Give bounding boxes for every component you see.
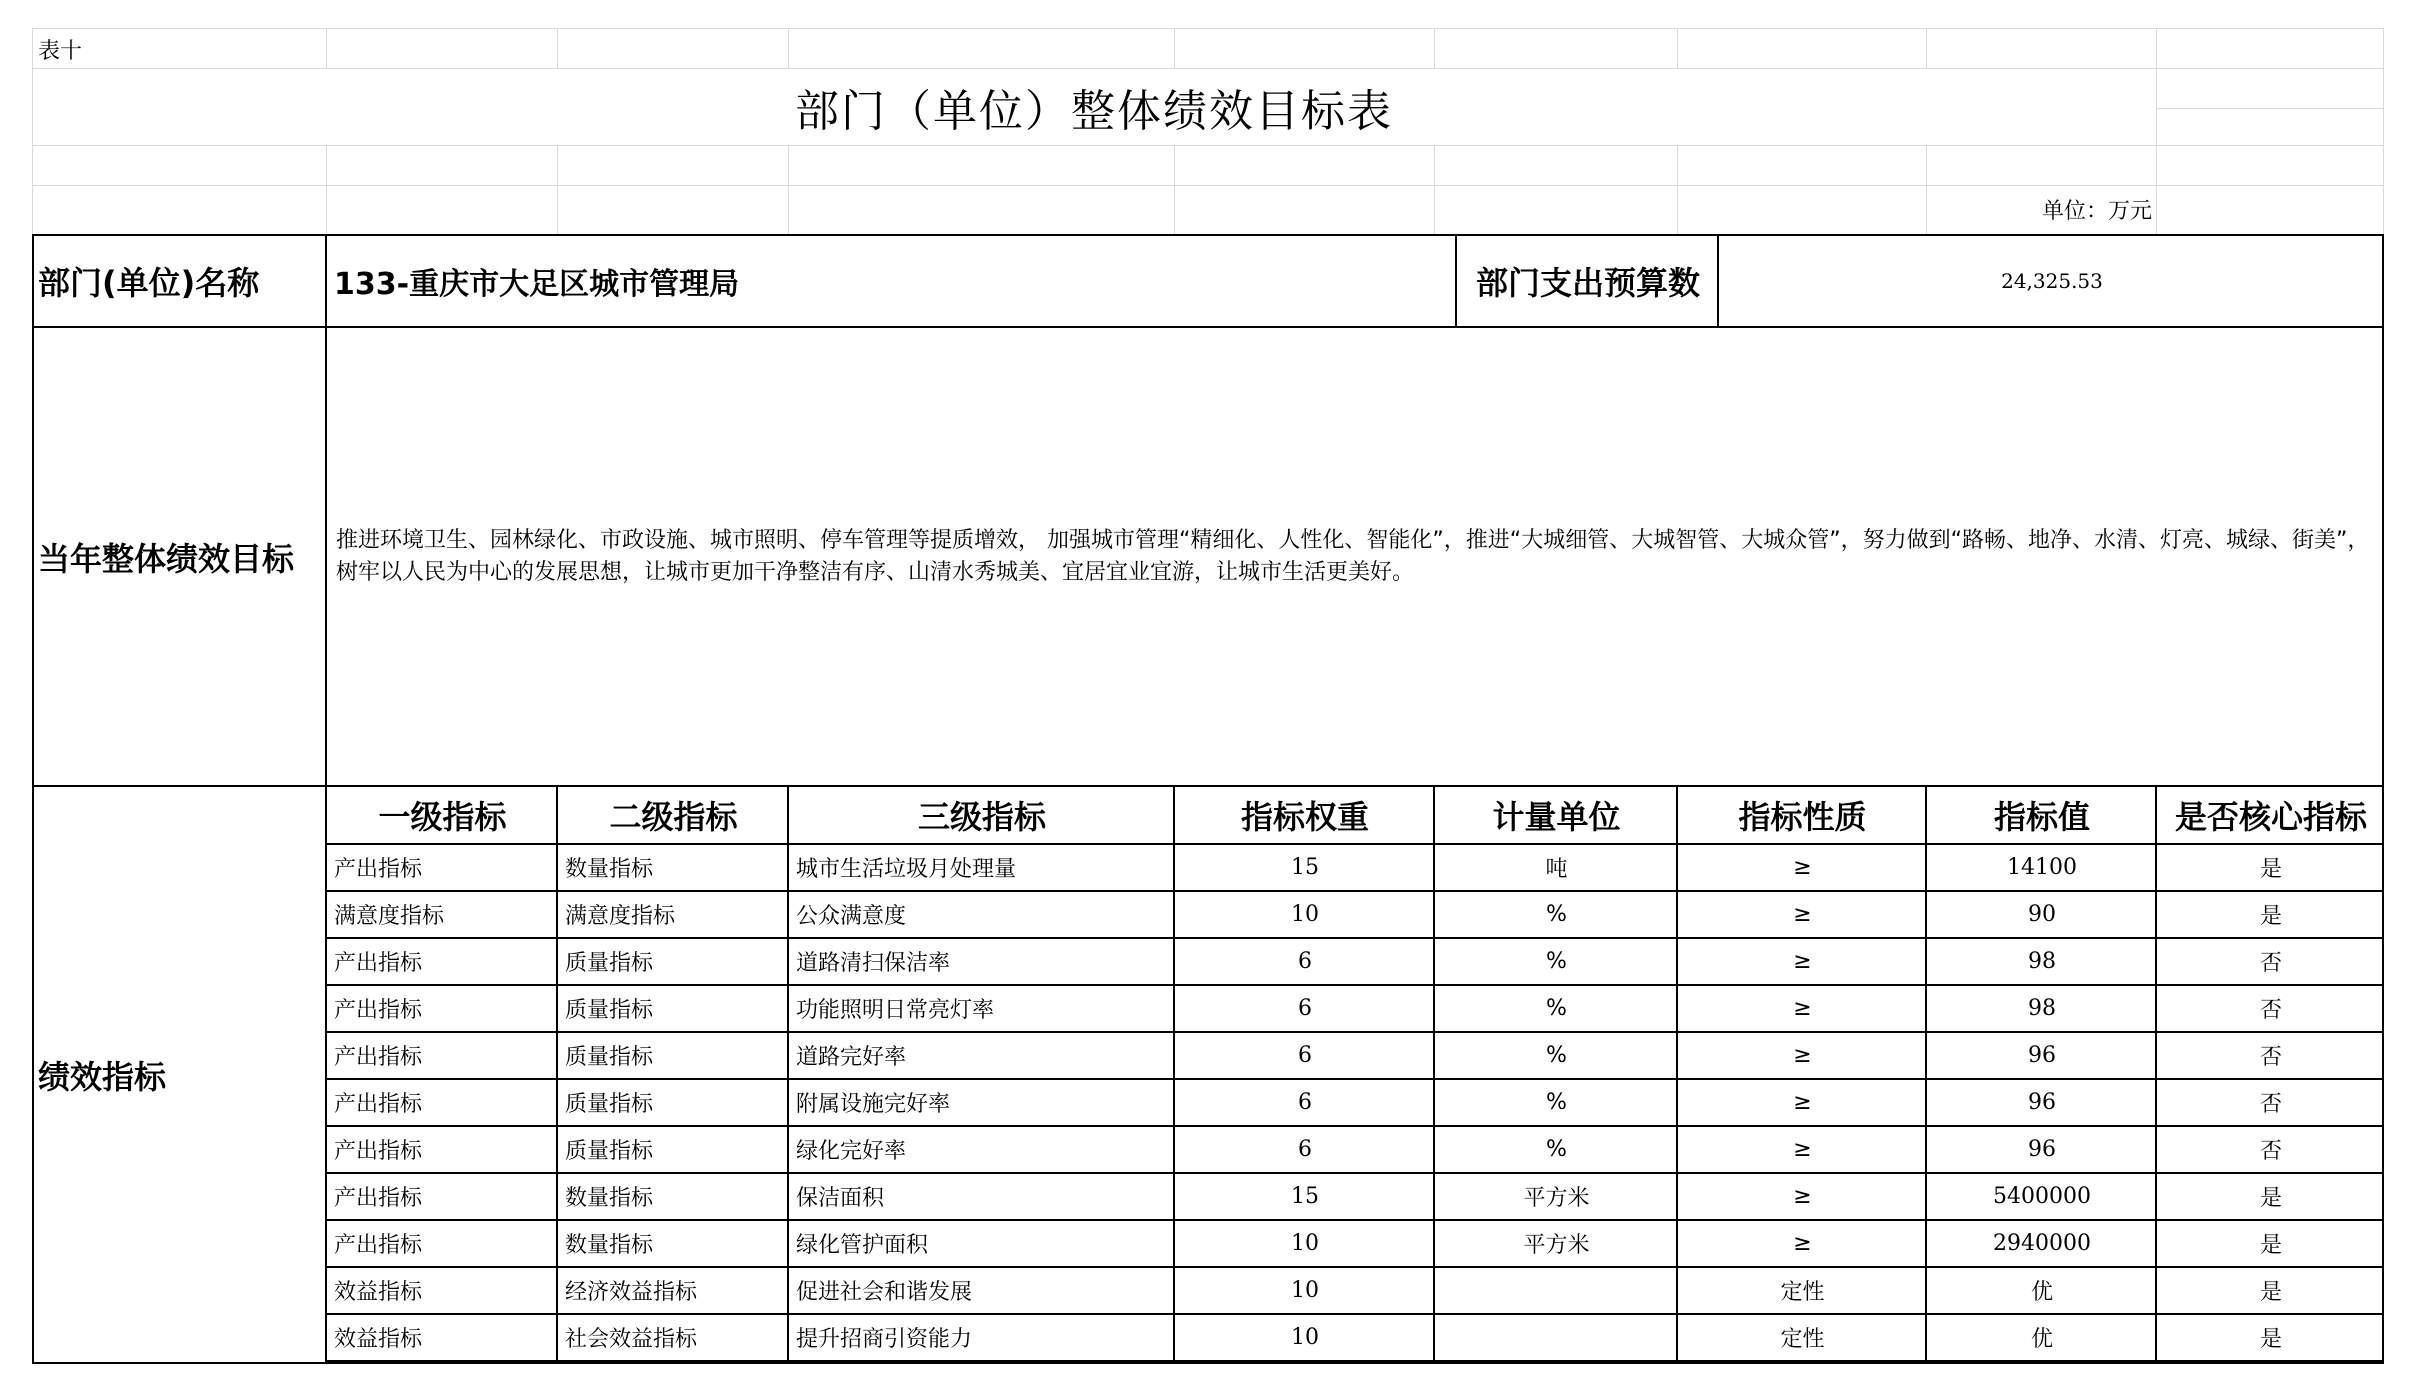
col-level3-cell: 保洁面积 (796, 1186, 885, 1211)
col-level1-cell: 产出指标 (334, 998, 423, 1023)
col-weight-cell: 10 (1291, 1278, 1319, 1303)
spreadsheet (32, 28, 2384, 1364)
col-level2-cell: 数量指标 (565, 1233, 654, 1258)
col-core-cell: 否 (2259, 1139, 2282, 1164)
col-level3-cell: 道路完好率 (796, 1045, 907, 1070)
col-value-cell: 96 (2028, 1090, 2056, 1115)
col-core-cell: 否 (2259, 951, 2282, 976)
col-nature-cell: ≥ (1793, 1184, 1812, 1209)
col-value-cell: 98 (2028, 996, 2056, 1021)
col-level2-header: 二级指标 (609, 798, 738, 836)
col-level3-cell: 道路清扫保洁率 (796, 951, 951, 976)
col-unit-cell: % (1546, 949, 1567, 974)
col-level3-cell: 提升招商引资能力 (796, 1327, 973, 1352)
page-title: 部门（单位）整体绩效目标表 (795, 86, 1393, 137)
col-unit-cell: % (1546, 1090, 1567, 1115)
col-value-cell: 98 (2028, 949, 2056, 974)
col-value-header: 指标值 (1993, 798, 2090, 836)
col-value-cell: 96 (2028, 1043, 2056, 1068)
col-weight-cell: 15 (1291, 1184, 1319, 1209)
col-level2-cell: 质量指标 (565, 1139, 654, 1164)
col-value-cell: 96 (2028, 1137, 2056, 1162)
col-level1-cell: 产出指标 (334, 1186, 423, 1211)
col-value-cell: 优 (2030, 1327, 2053, 1352)
budget-label: 部门支出预算数 (1476, 263, 1701, 302)
col-core-cell: 否 (2259, 998, 2282, 1023)
col-level1-cell: 产出指标 (334, 857, 423, 882)
col-nature-cell: 定性 (1780, 1280, 1825, 1305)
col-level2-cell: 质量指标 (565, 1045, 654, 1070)
col-level3-cell: 绿化管护面积 (796, 1233, 929, 1258)
col-level2-cell: 满意度指标 (565, 904, 676, 929)
col-value-cell: 2940000 (1993, 1231, 2091, 1256)
col-level2-cell: 质量指标 (565, 1092, 654, 1117)
col-nature-cell: ≥ (1793, 1043, 1812, 1068)
col-value-cell: 14100 (2007, 855, 2077, 880)
col-core-cell: 是 (2259, 1280, 2282, 1305)
col-level3-cell: 公众满意度 (796, 904, 907, 929)
col-unit-cell: % (1546, 996, 1567, 1021)
col-core-cell: 是 (2259, 1233, 2282, 1258)
col-level1-cell: 产出指标 (334, 1045, 423, 1070)
dept-name-value: 133-重庆市大足区城市管理局 (334, 266, 740, 302)
col-value-cell: 优 (2030, 1280, 2053, 1305)
indicators-table (32, 28, 2384, 1364)
col-level2-cell: 质量指标 (565, 998, 654, 1023)
col-level3-cell: 城市生活垃圾月处理量 (796, 857, 1017, 882)
col-level1-cell: 产出指标 (334, 1092, 423, 1117)
col-unit-header: 计量单位 (1492, 798, 1621, 836)
col-core-cell: 否 (2259, 1092, 2282, 1117)
col-core-cell: 是 (2259, 904, 2282, 929)
col-unit-cell: % (1546, 902, 1567, 927)
col-weight-cell: 6 (1298, 1090, 1312, 1115)
dept-name-label: 部门(单位)名称 (38, 263, 260, 302)
col-level1-cell: 效益指标 (334, 1280, 423, 1305)
col-weight-cell: 10 (1291, 1325, 1319, 1350)
col-nature-header: 指标性质 (1738, 798, 1867, 836)
col-level3-cell: 绿化完好率 (796, 1139, 907, 1164)
col-nature-cell: ≥ (1793, 855, 1812, 880)
col-level2-cell: 数量指标 (565, 1186, 654, 1211)
col-level1-cell: 产出指标 (334, 1139, 423, 1164)
col-unit-cell (1436, 1314, 1677, 1361)
col-level1-cell: 效益指标 (334, 1327, 423, 1352)
col-nature-cell: 定性 (1780, 1327, 1825, 1352)
col-nature-cell: ≥ (1793, 1231, 1812, 1256)
col-level1-cell: 产出指标 (334, 1233, 423, 1258)
col-value-cell: 90 (2028, 902, 2056, 927)
col-unit-cell: 吨 (1545, 857, 1568, 882)
col-nature-cell: ≥ (1793, 949, 1812, 974)
col-nature-cell: ≥ (1793, 1090, 1812, 1115)
unit-label: 单位：万元 (2041, 198, 2152, 224)
col-level1-cell: 满意度指标 (334, 904, 445, 929)
col-level1-cell: 产出指标 (334, 951, 423, 976)
col-unit-cell: % (1546, 1043, 1567, 1068)
col-nature-cell: ≥ (1793, 902, 1812, 927)
budget-value: 24,325.53 (2001, 268, 2103, 293)
col-level3-cell: 促进社会和谐发展 (796, 1280, 973, 1305)
col-level1-header: 一级指标 (378, 798, 507, 836)
col-weight-header: 指标权重 (1240, 798, 1369, 836)
annual-goal-label: 当年整体绩效目标 (38, 539, 295, 578)
annual-goal-text: 推进环境卫生、园林绿化、市政设施、城市照明、停车管理等提质增效， 加强城市管理“精细化、人性化、智能化”，推进“大城细管、大城智管、大城众管”，努力做到“路畅、地净、水清、灯亮、城绿、街美”，树牢以人民为中心的发展思想，让城市更加干净整洁有序、山清水秀城美、宜居宜业宜游，让城市生活更美好。 (336, 527, 2370, 585)
col-core-cell: 是 (2259, 857, 2282, 882)
col-weight-cell: 10 (1291, 902, 1319, 927)
col-weight-cell: 6 (1298, 1043, 1312, 1068)
col-nature-cell: ≥ (1793, 1137, 1812, 1162)
col-core-cell: 是 (2259, 1327, 2282, 1352)
col-weight-cell: 15 (1291, 855, 1319, 880)
col-unit-cell: 平方米 (1523, 1186, 1590, 1211)
col-weight-cell: 6 (1298, 1137, 1312, 1162)
col-value-cell: 5400000 (1993, 1184, 2091, 1209)
col-nature-cell: ≥ (1793, 996, 1812, 1021)
col-weight-cell: 6 (1298, 996, 1312, 1021)
col-core-cell: 否 (2259, 1045, 2282, 1070)
col-unit-cell: % (1546, 1137, 1567, 1162)
col-unit-cell (1436, 1267, 1677, 1314)
col-level2-cell: 经济效益指标 (565, 1280, 698, 1305)
col-level3-header: 三级指标 (917, 798, 1046, 836)
col-level3-cell: 附属设施完好率 (796, 1092, 951, 1117)
col-core-cell: 是 (2259, 1186, 2282, 1211)
col-level2-cell: 社会效益指标 (565, 1327, 698, 1352)
col-weight-cell: 10 (1291, 1231, 1319, 1256)
col-unit-cell: 平方米 (1523, 1233, 1590, 1258)
indicators-label: 绩效指标 (38, 1058, 167, 1096)
col-core-header: 是否核心指标 (2174, 798, 2367, 836)
col-level3-cell: 功能照明日常亮灯率 (796, 998, 995, 1023)
col-level2-cell: 数量指标 (565, 857, 654, 882)
col-level2-cell: 质量指标 (565, 951, 654, 976)
col-weight-cell: 6 (1298, 949, 1312, 974)
sheet-label: 表十 (38, 38, 83, 64)
